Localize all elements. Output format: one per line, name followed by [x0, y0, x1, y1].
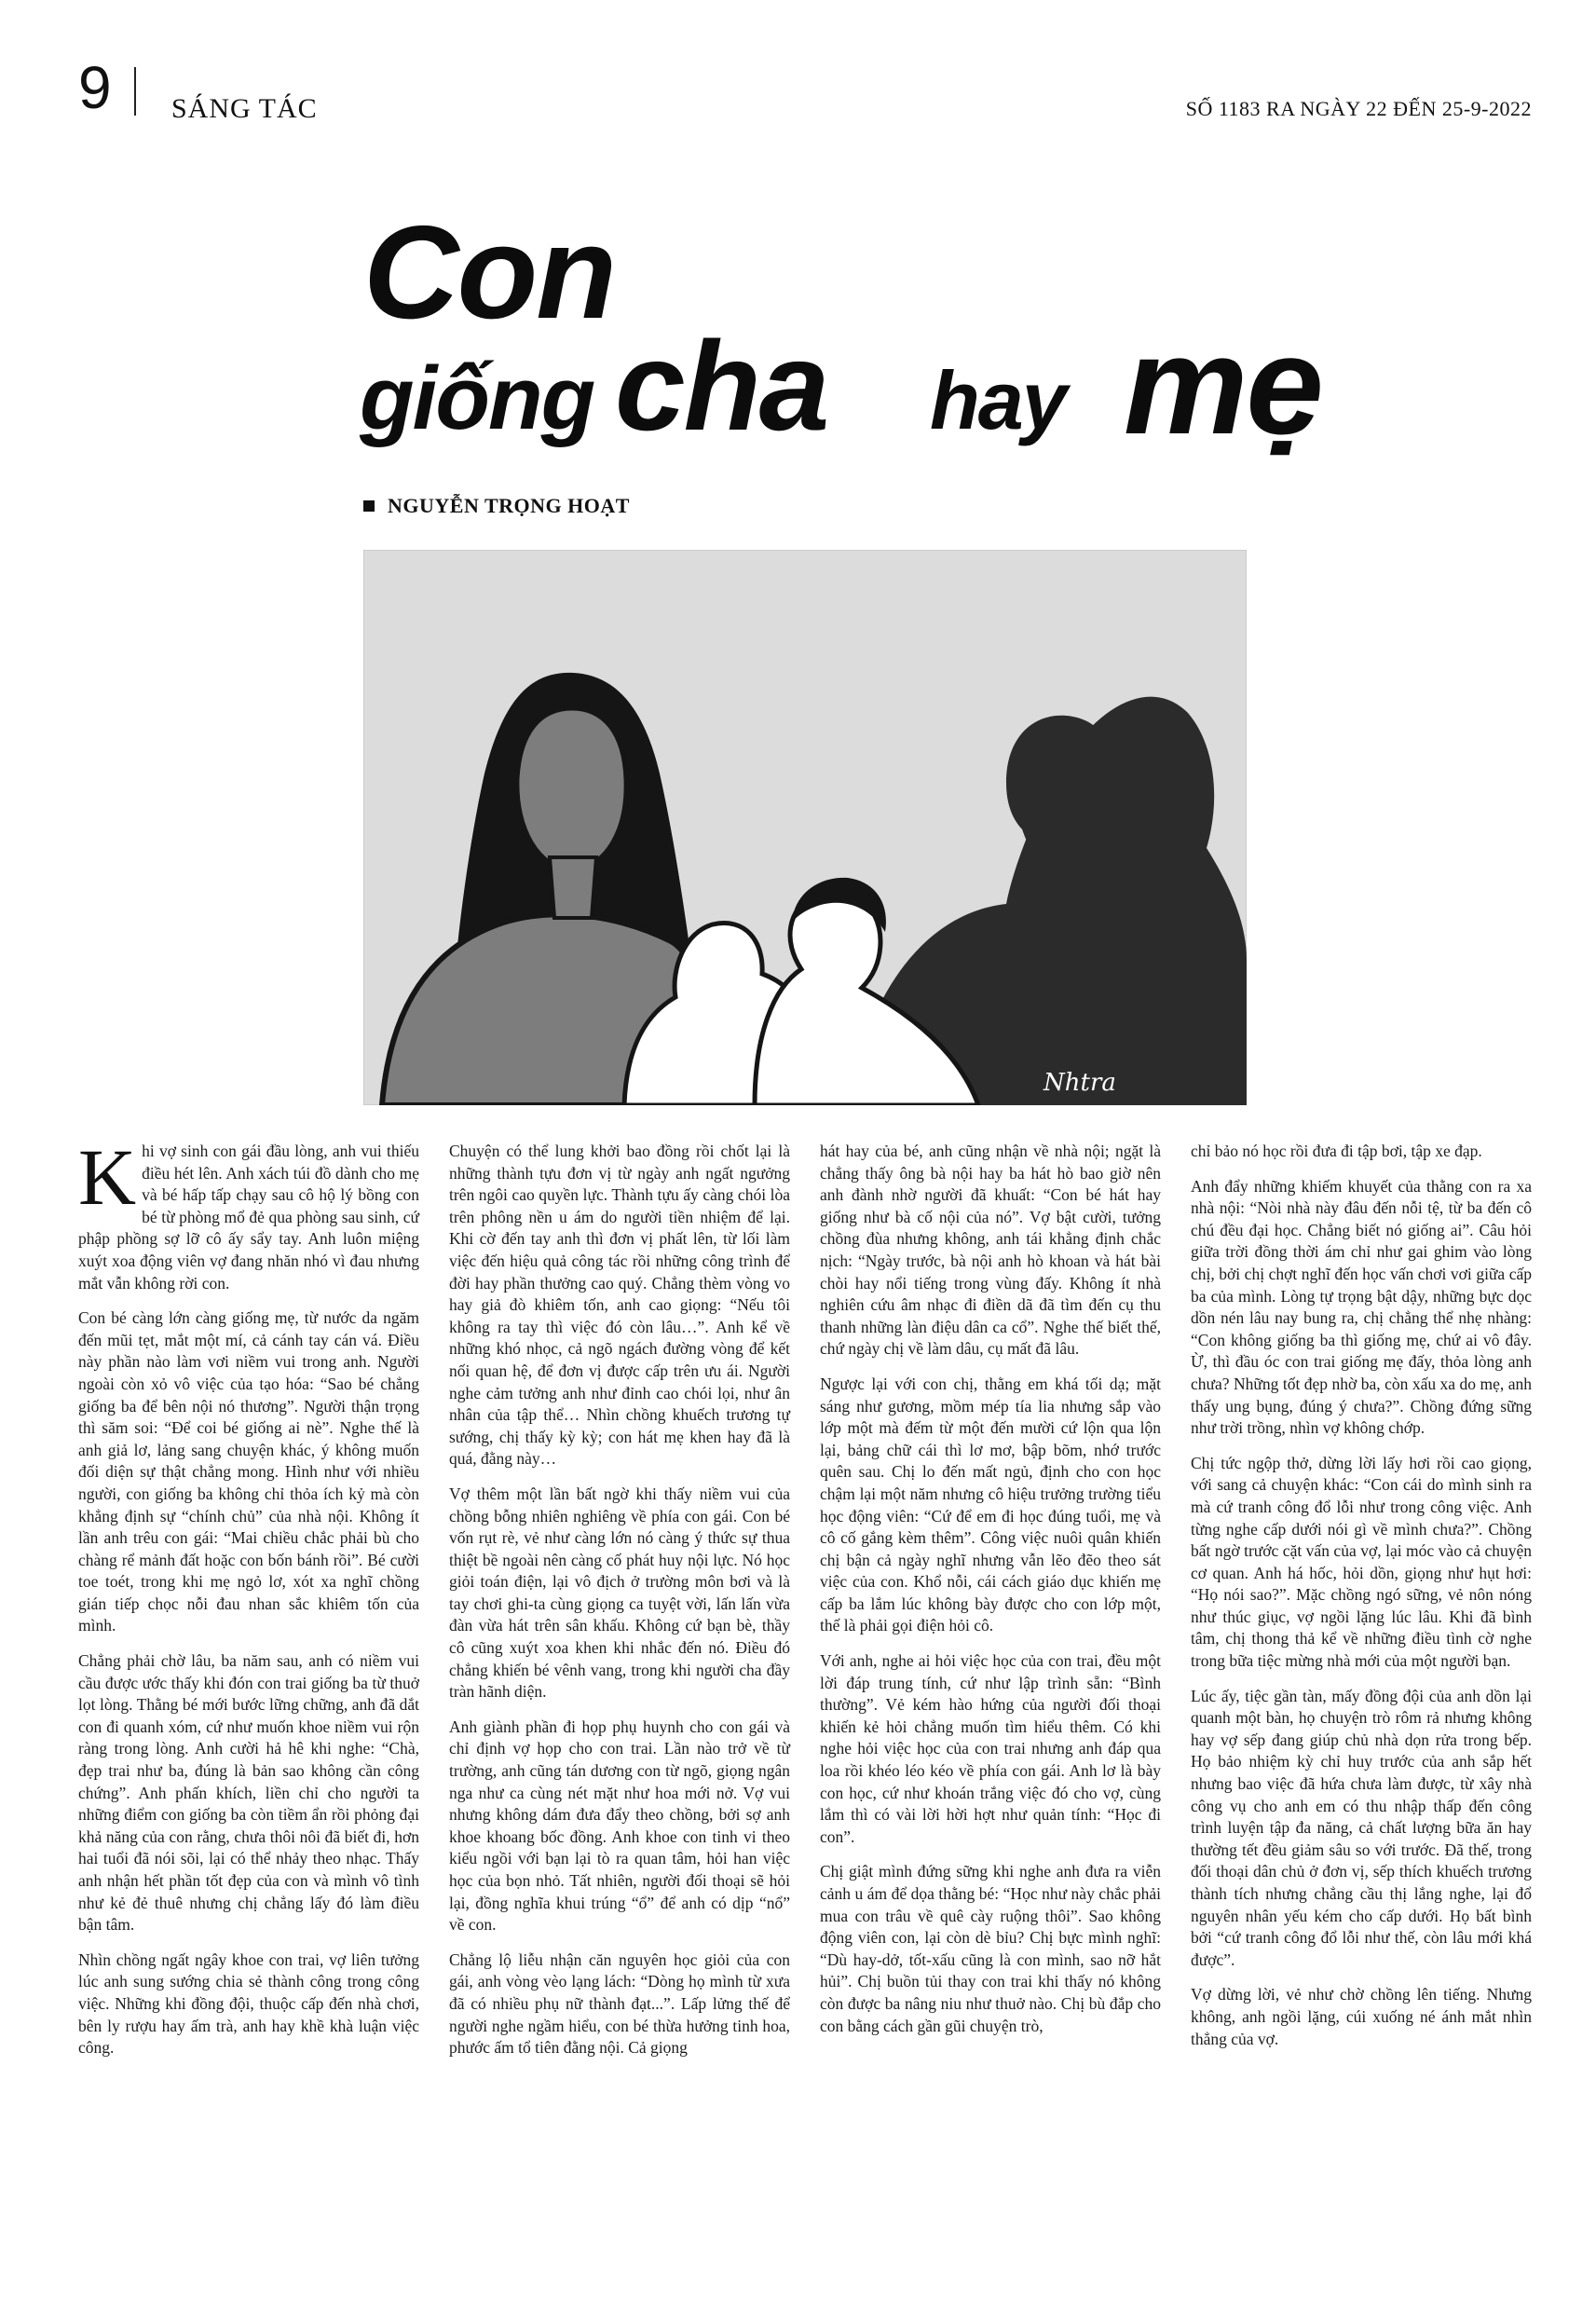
title-word-con: Con [363, 198, 616, 347]
paragraph [78, 1141, 419, 1294]
paragraph: Anh giành phần đi họp phụ huynh cho con gái và chỉ định vợ họp cho con trai. Lần nào trở về từ trường, anh cũng tán dương con từ ngõ, giọng ngân nga như ca cùng nét mặt như hoa mới nở. Vợ vui nhưng không dám đưa đẩy theo chồng, bởi sợ anh khoe khoang bốc đồng. Anh khoe con tinh vi theo kiểu ngồi với bạn lại tò ra quan tâm, hỏi han việc học của bọn nhỏ. Tất nhiên, người đối thoại sẽ hỏi lại, đồng nghĩa khui trúng “ổ” để anh có dịp “nổ” về con. [449, 1717, 790, 1935]
author-byline [363, 494, 630, 518]
mother-face [517, 708, 626, 870]
paragraph: chỉ bảo nó học rồi đưa đi tập bơi, tập xe đạp. [1191, 1142, 1482, 1160]
article-body [78, 1141, 1532, 2287]
article-column-2 [449, 1141, 790, 2073]
paragraph: Chuyện có thể lung khởi bao đồng rồi chốt lại là những thành tựu đơn vị từ ngày anh ngất ngưởng trên ngôi cao quyền lực. Thành tựu ấy càng chói lòa trên phông nền u ám do người tiền nhiệm để lại. Khi cờ đến tay anh thì đơn vị phất lên, từ lối làm việc đến hiệu quả công tác rồi những công trình để đời hay phần thưởng cao quý. Chẳng thèm vòng vo hay giả đò khiêm tốn, anh cao giọng: “Nếu tôi không ra tay thì việc đó còn lâu…”. Anh kể về những khó nhọc, cả ngõ ngách đường vòng để kết nối quan hệ, để đơn vị được cấp trên ưu ái. Người nghe cảm tưởng anh như đỉnh cao chói lọi, như ân nhân của tập thể… Nhìn chồng khuếch trương tự sướng, chị thấy kỳ kỳ; con hát mẹ khen hay đã là quá, đằng này… [449, 1142, 790, 1469]
paragraph: Con bé càng lớn càng giống mẹ, từ nước da ngăm đến mũi tẹt, mắt một mí, cả cánh tay cán vá. Điều này phần nào làm vơi niềm vui trong anh. Người ngoài còn xỏ vô việc của tạo hóa: “Sao bé chẳng giống ba để bên nội nó thương”. Người thận trọng thì săm soi: “Để coi bé giống ai nè”. Nghe thế là anh giả lơ, lảng sang chuyện khác, ý không muốn đối diện sự thật chẳng mong. Hình như với nhiều người, con giống ba không chỉ thỏa ích kỷ mà còn khẳng định sự “chính chủ” của nhà nội. Không ít lần anh trêu con gái: “Mai chiều chắc phải bù cho chàng rể mảnh đất hoặc con bốn bánh rồi”. Bé cười toe toét, trong khi mẹ ngỏ lơ, xót xa nghĩ chồng gián tiếp chọc nỗi đau nhan sắc khiêm tốn của mình. [78, 1308, 419, 1635]
paragraph: Chẳng phải chờ lâu, ba năm sau, anh có niềm vui cầu được ước thấy khi đón con trai giống ba từ thuở lọt lòng. Thằng bé mới bước lững chững, anh đã dắt con đi quanh xóm, cứ như muốn khoe niềm vui rộn ràng trong lòng. Anh cười hả hê khi nghe: “Chà, đẹp trai như ba, đúng là bản sao không cần công chứng”. Anh phấn khích, liền chỉ cho người ta những điểm con giống ba còn tiềm ẩn rồi phỏng đại khả năng của con rằng, chưa thôi nôi đã biết đi, hơn hai tuổi đã nói sõi, lại có thể nhảy theo nhạc. Thấy anh nhận hết phần tốt đẹp của con và mình vô tình như kẻ đẻ thuê nhưng chị chẳng lấy đó làm điều bận tâm. [78, 1651, 419, 1935]
paragraph: Vợ dừng lời, vẻ như chờ chồng lên tiếng. Nhưng không, anh ngồi lặng, cúi xuống né ánh mắt nhìn thẳng của vợ. [1191, 1985, 1532, 2048]
author-name: NGUYỄN TRỌNG HOẠT [388, 494, 630, 517]
father-head [1006, 716, 1115, 846]
paragraph: Vợ thêm một lần bất ngờ khi thấy niềm vui của chồng bỗng nhiên nghiêng về phía con gái. Con bé vốn rụt rè, vẻ như càng lớn nó càng ý thức sự thua thiệt bề ngoài nên càng cố phát huy nội lực. Nó học giỏi toán điện, lại vô địch ở trường môn bơi và là tay chơi ghi-ta cùng giọng ca tuyệt vời, lấn lấn vừa đàn vừa hát trên sân khấu. Không cứ bạn bè, thầy cô cũng xuýt xoa khen khi nhắc đến nó. Điều đó chẳng khiến bé vênh vang, trong khi người cha đầy tràn hãnh diện. [449, 1484, 790, 1702]
family-illustration [363, 550, 1247, 1105]
drop-cap: K [78, 1141, 137, 1222]
paragraph: Chị tức ngộp thở, dừng lời lấy hơi rồi cao giọng, với sang cả chuyện khác: “Con cái do mình sinh ra mà cứ tranh công đổ lỗi như trong công việc. Anh từng nghe cấp dưới nói gì về mình chưa?”. Chồng bất ngờ trước cặt vấn của vợ, lại móc vào cả chuyện cơ quan. Anh há hốc, hỏi dồn, giọng như hụt hơi: “Họ nói sao?”. Mặc chồng ngó sững, vẻ nôn nóng như thúc giục, vợ ngồi lặng lúc lâu. Khi đã bình tâm, chị thong thả kể về những điều tình cờ nghe trong bữa tiệc mừng nhà mới của một người bạn. [1191, 1453, 1532, 1671]
paragraph: Với anh, nghe ai hỏi việc học của con trai, đều một lời đáp trung tính, cứ như lập trình sẵn: “Bình thường”. Vẻ kém hào hứng của người đối thoại khiến kẻ hỏi chẳng muốn tìm hiểu thêm. Có khi nghe hỏi việc học của con trai nhưng anh đáp qua loa rồi khéo léo kéo về phía con gái. Anh lơ là bày con học, cứ như khoán trắng việc đó cho vợ, cùng lắm thì có vài lời hời hợt như quản tính: “Học đi con”. [820, 1651, 1161, 1846]
issue-info: SỐ 1183 RA NGÀY 22 ĐẾN 25-9-2022 [1185, 97, 1532, 120]
paragraph: Ngược lại với con chị, thằng em khá tối dạ; mặt sáng như gương, mồm mép tía lia nhưng sắp vào lớp một mà đếm từ một đến mười cứ lộn qua lộn lại, bảng chữ cái thì lơ mơ, bập bõm, nhớ trước quên sau. Chị lo đến mất ngủ, định cho con học chậm lại một năm nhưng cô hiệu trưởng trường tiểu học động viên: “Cứ để em đi học đúng tuổi, mẹ và cô cố gắng kèm thêm”. Công việc nuôi quân khiến chị bận cả ngày nghĩ nhưng vẫn lẽo đẽo theo sát việc của con. Khổ nỗi, cái cách giáo dục khiến mẹ cấp ba lắm lúc không bày được cho con lớp một, thế là phải gọi điện hỏi cô. [820, 1374, 1161, 1635]
paragraph: Lúc ấy, tiệc gần tàn, mấy đồng đội của anh dồn lại quanh một bàn, họ chuyện trò rôm rả nhưng không hay vợ sếp đang giúp chủ nhà dọn rửa trong bếp. Họ bảo nhiệm kỳ chỉ huy trước của anh sắp hết nhưng bao việc đã hứa chưa làm được, từ xây nhà công vụ cho anh em có thu nhập thấp đến công trình luyện tập đa năng, cả chất lượng bữa ăn hay thường tết đều giảm sâu so với trước. Đã thế, trong đối thoại dân chủ ở đơn vị, sếp thích khuếch trương thành tích nhưng chẳng cầu thị lắng nghe, lại đổ nguyên nhân yếu kém cho cấp dưới. Họ bất bình bởi “cứ tranh công đổ lỗi như thế, còn lâu mới khá được”. [1191, 1686, 1532, 1969]
title-word-me: mẹ [1124, 307, 1322, 463]
mother-neck [550, 857, 596, 918]
paragraph: Nhìn chồng ngất ngây khoe con trai, vợ liên tưởng lúc anh sung sướng chia sẻ thành công trong công việc. Những khi đồng đội, thuộc cấp đến nhà chơi, bên ly rượu hay ấm trà, anh hay khề khà luận việc công. [78, 1949, 419, 2058]
paragraph: Anh đẩy những khiếm khuyết của thằng con ra xa nhà nội: “Nòi nhà này đâu đến nỗi tệ, từ ba đến cô chú đều đại học. Chẳng biết nó giống ai”. Câu hỏi giữa trời đồng thời ám chỉ như gai ghim vào lòng chị, bởi chị chợt nghĩ đến học vấn chơi vơi giữa cấp ba của mình. Lòng tự trọng bật dậy, những bực dọc dồn nén lâu nay bung ra, chị chẳng thể nhẹ nhàng: “Con không giống ba thì giống mẹ, chứ ai vô đây. Ừ, thì đầu óc con trai giống mẹ đấy, thỏa lòng anh chưa? Những tốt đẹp nhờ ba, còn xấu xa do mẹ, anh thấy ung bụng, đúng ý chưa?”. Chồng đứng sững như trời trồng, nhìn vợ không chớp. [1191, 1176, 1532, 1438]
title-word-cha: cha [615, 315, 828, 457]
section-label: SÁNG TÁC [171, 93, 318, 124]
bullet-square-icon [363, 500, 375, 512]
header-divider [134, 67, 136, 116]
title-word-giong: giống [360, 349, 594, 448]
article-column-3 [820, 1141, 1161, 2050]
article-column-1 [78, 1141, 419, 2073]
paragraph: Chị giật mình đứng sững khi nghe anh đưa ra viễn cảnh u ám để dọa thằng bé: “Học như này chắc phải mua con trâu về quê cày ruộng thôi”. Sao không động viên con, lại còn dè bỉu? Chị bực mình nghĩ: “Dù hay-dở, tốt-xấu cũng là con mình, sao nỡ hắt hủi”. Chị buồn tủi thay con trai khi thấy nó không còn được ba nâng niu như thuở nào. Chị bù đắp cho con bằng cách gần gũi chuyện trò, [820, 1862, 1161, 2035]
article-column-4 [1191, 1141, 1532, 2063]
paragraph-text: hi vợ sinh con gái đầu lòng, anh vui thiếu điều hét lên. Anh xách túi đồ dành cho mẹ và bé hấp tấp chạy sau cô hộ lý bồng con bé từ phòng mổ đẻ qua phòng sau sinh, cứ phập phồng sợ lỡ cô ấy sẩy tay. Anh luôn miệng xuýt xoa động viên vợ đang nhăn nhó vì đau nhưng mắt vẫn không rời con. [78, 1142, 419, 1293]
title-word-hay: hay [930, 354, 1066, 446]
paragraph: hát hay của bé, anh cũng nhận về nhà nội; ngặt là chẳng thấy ông bà nội hay ba hát hò bao giờ nên anh đành nhờ người đã khuất: “Con bé hát hay giống như bà cố nội của nó”. Vợ bật cười, tưởng chồng đùa nhưng không, anh tái khẳng định chắc nịch: “Ngày trước, bà nội anh hò khoan và hát bài chòi hay nổi tiếng trong vùng đấy. Không ít nhà nghiên cứu âm nhạc đi điền dã đã tìm đến cụ thu thanh những làn điệu dân ca cổ”. Nghe thế biết thế, chứ ngày chị về làm dâu, cụ mất đã lâu. [820, 1142, 1161, 1359]
paragraph: Chẳng lộ liễu nhận căn nguyên học giỏi của con gái, anh vòng vèo lạng lách: “Dòng họ mình từ xưa đã có nhiều phụ nữ thành đạt...”. Lấp lửng thế để người nghe ngầm hiểu, con bé thừa hưởng tinh hoa, phước ấm tổ tiên đằng nội. Cả giọng [449, 1949, 790, 2058]
page-number: 9 [78, 54, 112, 121]
artist-signature: Nhtra [1044, 1069, 1116, 1097]
page-header [78, 54, 1532, 132]
